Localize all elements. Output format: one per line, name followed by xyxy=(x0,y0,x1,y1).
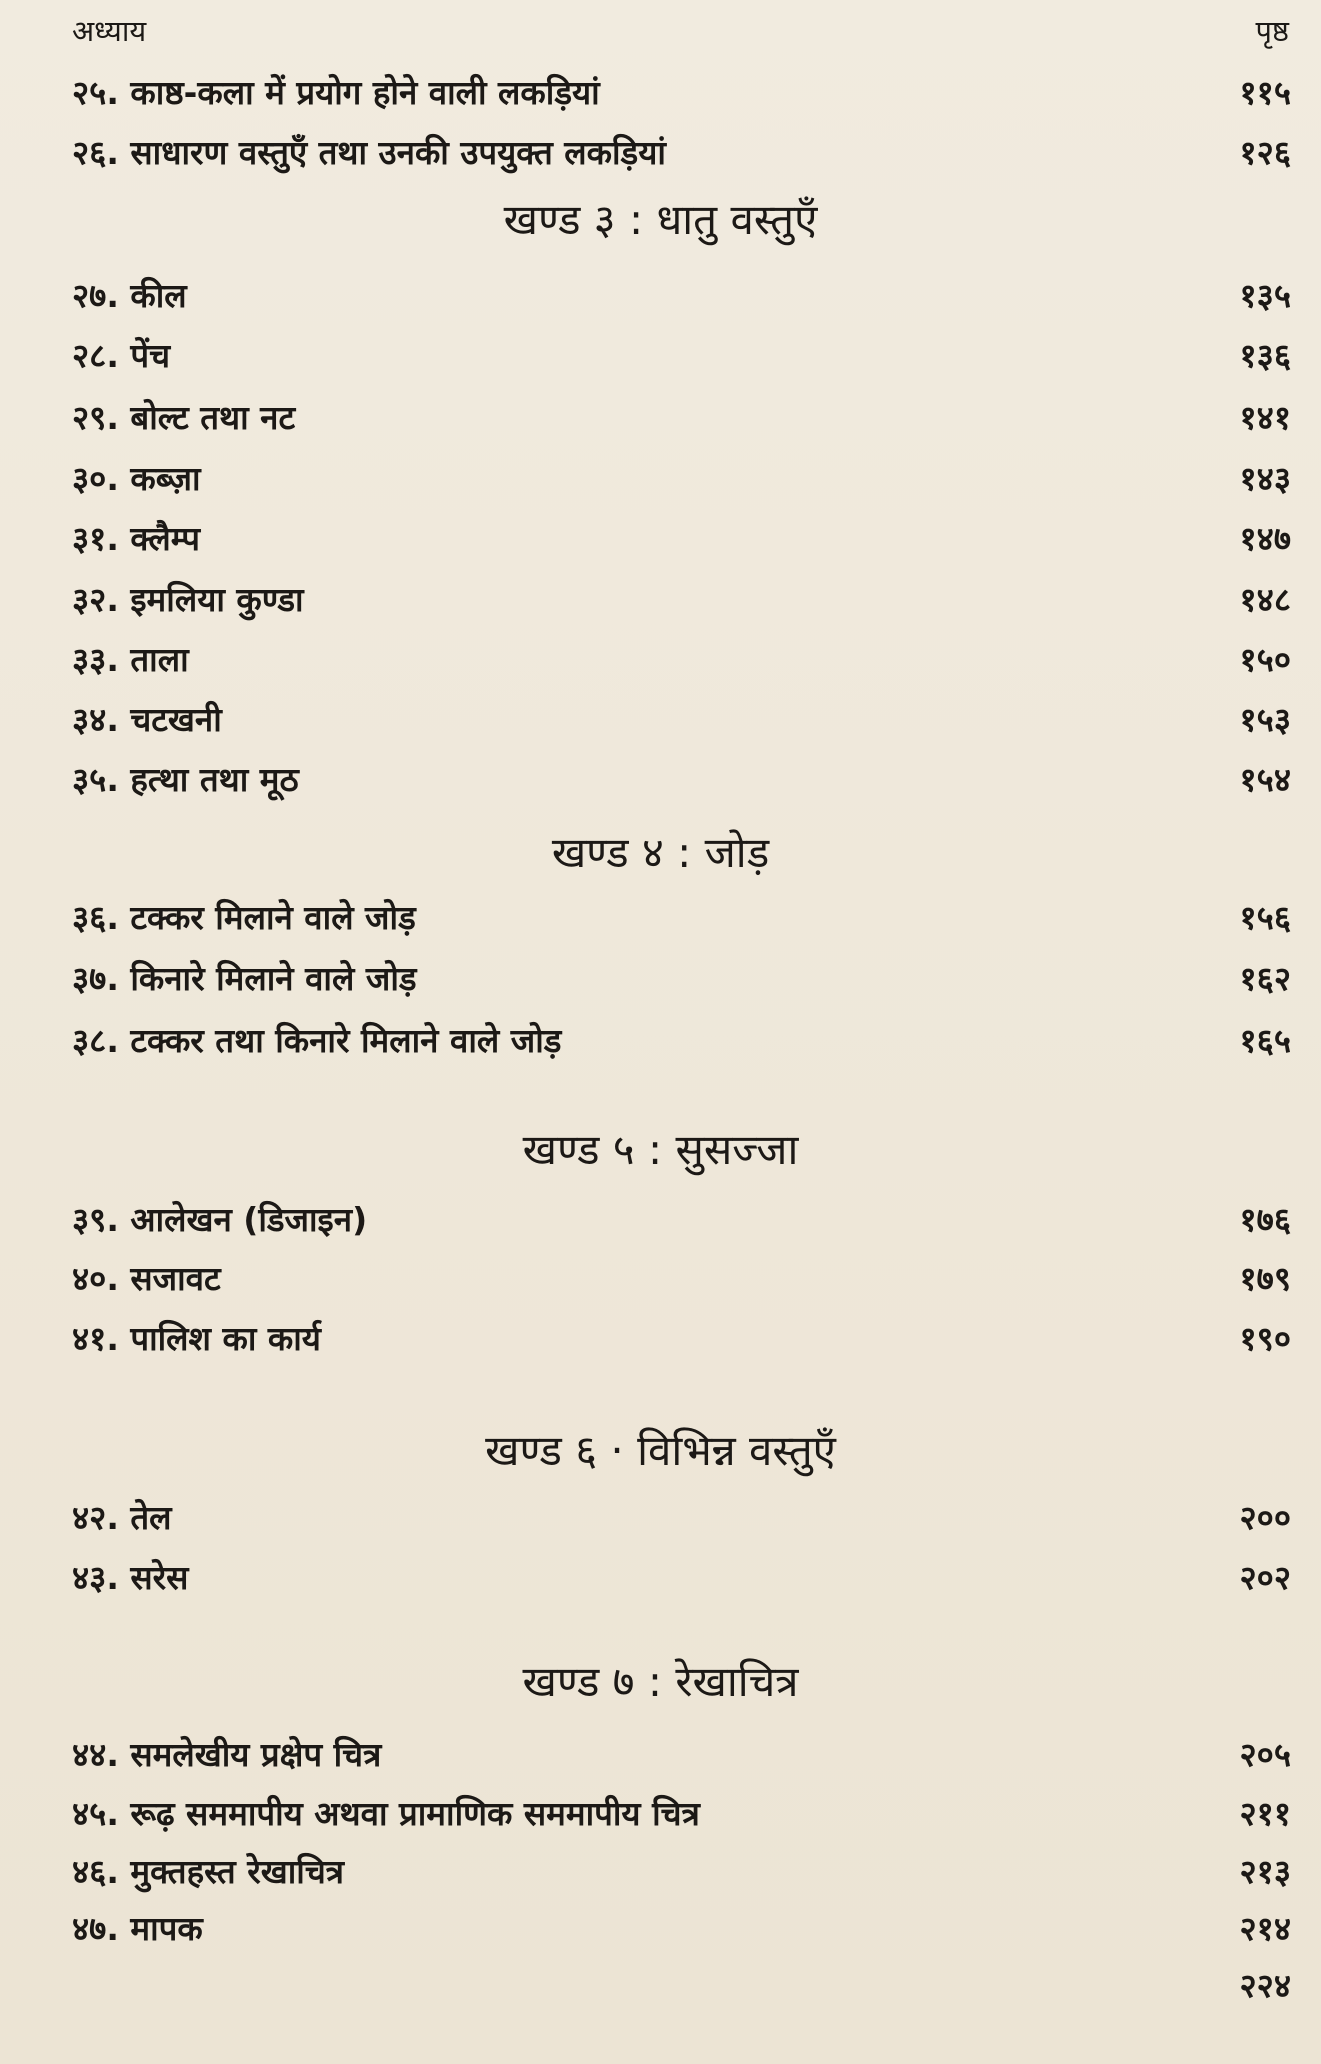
page-column-label: पृष्ठ xyxy=(1255,13,1289,48)
toc-entry xyxy=(72,453,1291,501)
toc-entry xyxy=(72,1846,1291,1894)
entry-title: ४४. समलेखीय प्रक्षेप चित्र xyxy=(72,1734,382,1774)
entry-page: १४८ xyxy=(1239,579,1291,619)
section-heading: खण्ड ५ : सुसज्जा xyxy=(522,1125,799,1174)
entry-page: १५० xyxy=(1239,639,1291,679)
section-heading: खण्ड ३ : धातु वस्तुएँ xyxy=(503,195,818,244)
entry-page: १२६ xyxy=(1239,132,1291,172)
entry-title: ४२. तेल xyxy=(72,1497,172,1537)
entry-page: २०२ xyxy=(1239,1557,1291,1597)
entry-page: १७६ xyxy=(1239,1199,1291,1239)
section-heading: खण्ड ६ · विभिन्न वस्तुएँ xyxy=(485,1426,836,1475)
entry-page: १४३ xyxy=(1239,458,1291,498)
entry-page: १४७ xyxy=(1239,518,1291,558)
toc-entry xyxy=(72,892,1291,940)
toc-entry xyxy=(72,754,1291,802)
entry-title: ३४. चटखनी xyxy=(72,699,222,739)
entry-page: १३५ xyxy=(1239,275,1291,315)
section-heading: खण्ड ७ : रेखाचित्र xyxy=(522,1657,799,1706)
toc-entry xyxy=(72,634,1291,682)
entry-title: २५. काष्ठ-कला में प्रयोग होने वाली लकड़ियां xyxy=(72,72,600,112)
entry-page: २२४ xyxy=(1239,1965,1291,2005)
entry-title: ३८. टक्कर तथा किनारे मिलाने वाले जोड़ xyxy=(72,1020,562,1060)
entry-page: ११५ xyxy=(1239,72,1291,112)
entry-title: ४३. सरेस xyxy=(72,1557,189,1597)
entry-title: ३२. इमलिया कुण्डा xyxy=(72,579,304,619)
entry-title: ३५. हत्था तथा मूठ xyxy=(72,759,299,799)
chapter-column-label: अध्याय xyxy=(72,13,147,48)
toc-entry xyxy=(72,574,1291,622)
toc-entry xyxy=(72,392,1291,440)
entry-title: ३९. आलेखन (डिजाइन) xyxy=(72,1199,368,1239)
toc-entry xyxy=(72,1960,1291,2008)
entry-title: २७. कील xyxy=(72,275,187,315)
toc-entry xyxy=(72,513,1291,561)
entry-page: १६२ xyxy=(1239,958,1291,998)
entry-page: १५६ xyxy=(1239,897,1291,937)
toc-entry xyxy=(72,330,1291,378)
toc-entry xyxy=(72,694,1291,742)
entry-page: १५४ xyxy=(1239,759,1291,799)
entry-title: ३३. ताला xyxy=(72,639,189,679)
entry-title: ४७. मापक xyxy=(72,1908,203,1948)
toc-header xyxy=(72,10,1289,50)
toc-entry xyxy=(72,67,1291,115)
entry-page: १६५ xyxy=(1239,1020,1291,1060)
entry-title: २८. पेंच xyxy=(72,335,171,375)
entry-page: २०५ xyxy=(1239,1734,1291,1774)
entry-page: १९० xyxy=(1239,1318,1291,1358)
entry-page: २१४ xyxy=(1239,1908,1291,1948)
entry-title: ३०. कब्ज़ा xyxy=(72,458,201,498)
toc-entry xyxy=(72,1788,1291,1836)
entry-title: ३१. क्लैम्प xyxy=(72,518,200,558)
toc-entry xyxy=(72,1492,1291,1540)
toc-entry xyxy=(72,1903,1291,1951)
entry-page: १३६ xyxy=(1239,335,1291,375)
entry-page: २१३ xyxy=(1239,1851,1291,1891)
entry-page: २११ xyxy=(1239,1793,1291,1833)
entry-title: २६. साधारण वस्तुएँ तथा उनकी उपयुक्त लकड़ियां xyxy=(72,132,666,172)
entry-title: ४६. मुक्तहस्त रेखाचित्र xyxy=(72,1851,344,1891)
toc-entry xyxy=(72,1729,1291,1777)
toc-entry xyxy=(72,1194,1291,1242)
entry-title: ४५. रूढ़ सममापीय अथवा प्रामाणिक सममापीय चित्र xyxy=(72,1793,700,1833)
entry-page: १७९ xyxy=(1239,1258,1291,1298)
entry-title: ३६. टक्कर मिलाने वाले जोड़ xyxy=(72,897,416,937)
toc-entry xyxy=(72,127,1291,175)
toc-entry xyxy=(72,1253,1291,1301)
toc-entry xyxy=(72,1552,1291,1600)
toc-entry xyxy=(72,1015,1291,1063)
entry-title: २९. बोल्ट तथा नट xyxy=(72,397,296,437)
toc-entry xyxy=(72,1313,1291,1361)
section-heading: खण्ड ४ : जोड़ xyxy=(551,828,770,877)
entry-page: १४१ xyxy=(1239,397,1291,437)
toc-entry xyxy=(72,953,1291,1001)
entry-page: २०० xyxy=(1239,1497,1291,1537)
toc-entry xyxy=(72,270,1291,318)
entry-page: १५३ xyxy=(1239,699,1291,739)
entry-title: ३७. किनारे मिलाने वाले जोड़ xyxy=(72,958,417,998)
entry-title: ४०. सजावट xyxy=(72,1258,221,1298)
entry-title: ४१. पालिश का कार्य xyxy=(72,1318,321,1358)
